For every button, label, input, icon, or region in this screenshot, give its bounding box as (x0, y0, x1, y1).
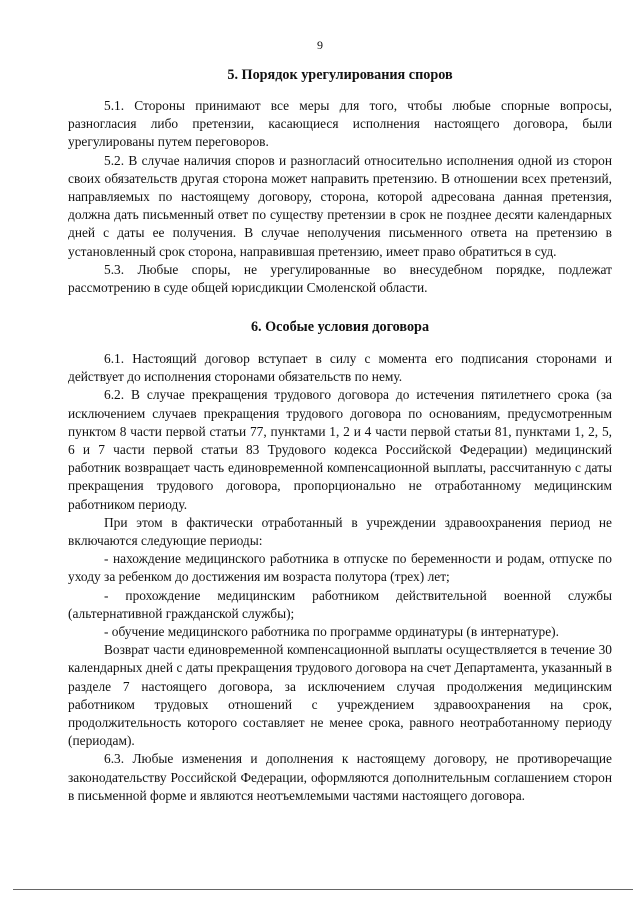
paragraph-6-1: 6.1. Настоящий договор вступает в силу с момента его подписания сторонами и действует до исполнения сторонами обязательств по нему. (68, 351, 612, 385)
paragraph-6-2: 6.2. В случае прекращения трудового договора до истечения пятилетнего срока (за исключением случаев прекращения трудового договора по основаниям, предусмотренным пунктом 8 части первой статьи 77, пунктами 1, 2 и 4 части первой статьи 81, пунктами 1, 2, 5, 6 и 7 части первой статьи 83 Трудового кодекса Российской Федерации) медицинский работник возвращает часть единовременной компенсационной выплаты, рассчитанную с даты прекращения трудового договора, пропорционально не отработанному медицинским работником периоду. (68, 387, 612, 512)
paragraph-5-2: 5.2. В случае наличия споров и разногласий относительно исполнения одной из сторон своих обязательств другая сторона может направить претензию. В отношении всех претензий, направляемых по настоящему договору, сторона, которой адресована данная претензия, должна дать письменный ответ по существу претензии в срок не позднее десяти календарных дней с даты ее получения. В случае неполучения письменного ответа на претензию в установленный срок сторона, направившая претензию, имеет право обратиться в суд. (68, 152, 612, 259)
section-5-heading: 5. Порядок урегулирования споров (227, 67, 453, 83)
page-number: 9 (317, 38, 323, 52)
section-6-body (68, 350, 612, 805)
paragraph-repayment: Возврат части единовременной компенсационной выплаты осуществляется в течение 30 календарных дней с даты прекращения трудового договора на счет Департамента, указанный в разделе 7 настоящего договора, за исключением случая продолжения медицинским работником трудовых отношений с учреждением здравоохранения на срок, продолжительность которого составляет не менее срока, равного неотработанному периоду (периодам). (68, 642, 612, 749)
bottom-divider (13, 889, 633, 890)
list-item-maternity-leave: - нахождение медицинского работника в отпуске по беременности и родам, отпуске по уходу за ребенком до достижения им возраста полутора (трех) лет; (68, 551, 612, 585)
list-item-military-service: - прохождение медицинским работником действительной военной службы (альтернативной гражданской службы); (68, 587, 612, 621)
paragraph-5-3: 5.3. Любые споры, не урегулированные во внесудебном порядке, подлежат рассмотрению в суде общей юрисдикции Смоленской области. (68, 261, 612, 296)
paragraph-5-1: 5.1. Стороны принимают все меры для того, чтобы любые спорные вопросы, разногласия либо претензии, касающиеся исполнения настоящего договора, были урегулированы путем переговоров. (68, 98, 612, 150)
list-item-residency-training: - обучение медицинского работника по программе ординатуры (в интернатуре). (104, 624, 559, 640)
section-5-body (68, 97, 612, 297)
section-6-heading: 6. Особые условия договора (250, 319, 430, 335)
paragraph-excluded-periods-intro: При этом в фактически отработанный в учреждении здравоохранения период не включаются следующие периоды: (68, 514, 612, 549)
paragraph-6-3: 6.3. Любые изменения и дополнения к настоящему договору, не противоречащие законодательству Российской Федерации, оформляются дополнительным соглашением сторон в письменной форме и являются неотъемлемыми частями настоящего договора. (68, 751, 612, 803)
